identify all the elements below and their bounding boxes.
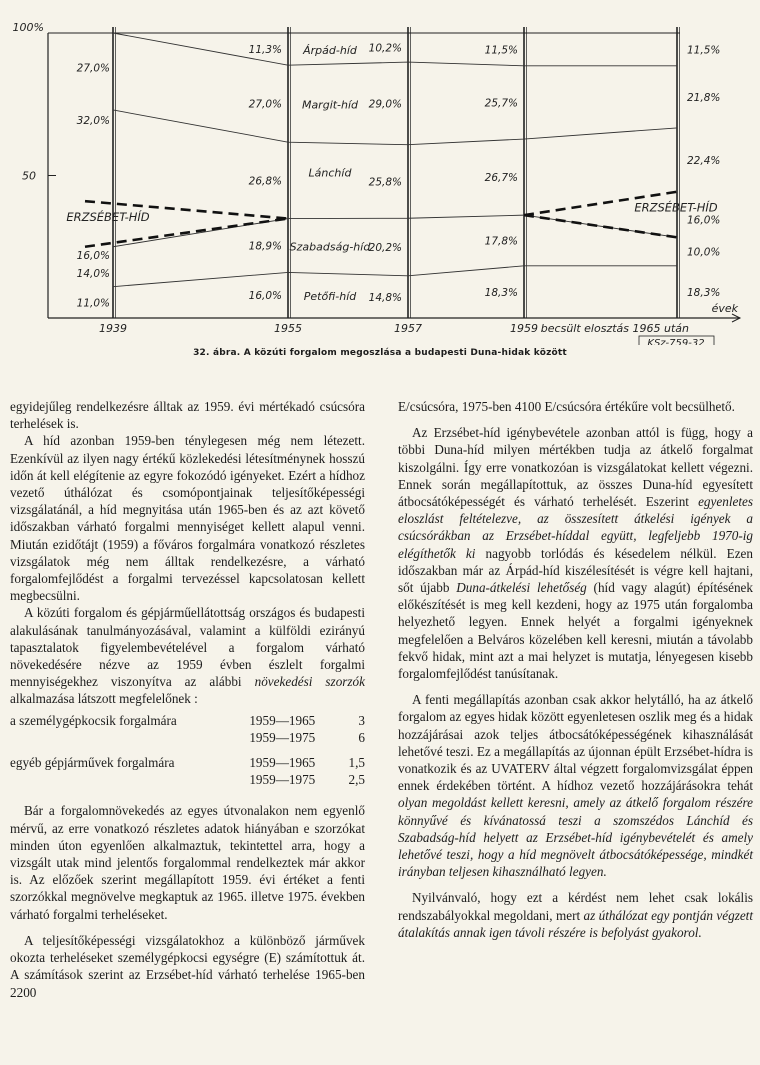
pct-label-1957: 25,8% <box>368 176 402 189</box>
pct-label-1959: 26,7% <box>484 172 518 185</box>
bridge-traffic-chart <box>0 0 760 345</box>
paragraph: A teljesítőképességi vizsgálatokhoz a különböző járművek okozta terheléseket személygépkocsi egységre (E) számítottuk át. A számítások szerint az Erzsébet-híd várható terhelése 1965-ben 2200 <box>10 932 365 1000</box>
growth-factor-table <box>10 712 365 789</box>
bridge-label: Árpád-híd <box>303 44 357 58</box>
pct-label-1957: 29,0% <box>368 98 402 111</box>
pct-label-1955: 18,9% <box>248 240 282 253</box>
pct-label-1939: 14,0% <box>76 267 110 280</box>
paragraph: E/csúcsóra, 1975-ben 4100 E/csúcsóra értékűre volt becsülhető. <box>398 399 735 414</box>
pct-label-1959: 18,3% <box>484 286 518 299</box>
bridge-label: ERZSÉBET-HÍD <box>634 200 718 215</box>
emphasis: egyenletes eloszlást feltételezve, az összesített átkelési igények a csúcsórákban az Erzsébet-híddal együtt, legfeljebb 1970-ig elégíthetők ki <box>398 494 753 561</box>
boundary-petofi-szabadsag <box>113 266 677 287</box>
chart-frame <box>48 27 740 322</box>
pct-label-1955: 11,3% <box>248 44 282 57</box>
emphasis: az úthálózat egy pontján végzett átalakítás annak igen távoli részére is befolyást gyakorol. <box>398 907 754 940</box>
table-row: egyéb gépjárművek forgalmára 1959—1965 1,5 <box>10 755 365 771</box>
table-row: 1959—1975 6 <box>249 729 365 745</box>
figure-caption: 32. ábra. A közúti forgalom megoszlása a budapesti Duna-hidak között <box>193 348 567 358</box>
pct-label-1959: 11,5% <box>484 44 518 57</box>
bridge-label: Szabadság-híd <box>289 240 371 254</box>
boundary-lanchid-margit <box>113 110 677 145</box>
paragraph: A híd azonban 1959-ben ténylegesen még nem létezett. Ezenkívül az ilyen nagy értékű közlekedési létesítménynek hosszú időn át kell elégítenie az egyre fokozódó igényeket. Ezért a hídhoz vezető úthálózat és csomópontjainak teljesítőképességi vizsgálatánál, a híd megnyitása után 1965-ben és az azt követő időszakban várható forgalmi mennyiséget kellett alapul venni. Miután ezidőtájt (1959) a főváros forgalmára vonatkozó részletes vizsgálatok még nem álltak rendelkezésre, a várható forgalomfejlődést a forgalmi tervezéssel kapcsolatosan kellett megbecsülni. <box>10 433 365 604</box>
pct-label-1965: 21,8% <box>687 91 721 104</box>
x-tick-label: 1959 <box>510 322 538 335</box>
erzsebet-hid-dashed-lines <box>85 192 677 247</box>
pct-label-1965: 22,4% <box>687 154 721 167</box>
x-tick-label: 1957 <box>394 322 422 335</box>
paragraph: Bár a forgalomnövekedés az egyes útvonalakon nem egyenlő mérvű, az erre vonatkozó részletes adatok hiányában e szorzókat minden úton egyenlően alkalmaztuk, tekintettel arra, hogy a vizsgált utak mind jelentős forgalommal rendelkeztek már akkor is. Az előzőek szerint megállapított 1959. évi értéket a fenti szorzókkal megnövelve megkaptuk az 1965. illetve 1975. években várható forgalmi terheléseket. <box>10 803 365 922</box>
figure-code: KSz-759-32 <box>647 338 705 345</box>
bridge-label: ERZSÉBET-HÍD <box>66 210 150 225</box>
x-tick-label: 1939 <box>99 322 127 335</box>
pct-label-1965: 10,0% <box>687 246 721 259</box>
emphasis: olyan megoldást kellett keresni, amely az átkelő forgalom részére könnyűvé és kívánatossá teszi a szomszédos Lánchíd és Szabadság-híd helyett az Erzsébet-híd igénybevételét és amely lehetővé teszi, hogy a híd megnövelt átbocsátóképessége, mindkét irányban teljesen kihasználható legyen. <box>398 795 753 880</box>
pct-label-1939: 32,0% <box>76 115 110 128</box>
pct-label-1939: 11,0% <box>76 297 110 310</box>
bridge-label: Petőfi-híd <box>303 290 357 304</box>
chart-labels <box>13 21 739 345</box>
pct-label-1957: 10,2% <box>368 42 402 55</box>
x-tick-label: becsült elosztás 1965 után <box>540 322 689 335</box>
x-axis-label: évek <box>711 302 738 315</box>
paragraph: Az Erzsébet-híd igénybevétele azonban attól is függ, hogy a többi Duna-híd milyen mértékben tudja az átkelő forgalmat kiszolgálni. Így erre vonatkozóan is vizsgálatokat kellett végezni. Ennek során megállapítottuk, az összes Duna-híd egyesített átbocsátóképességét és várható terhelését. Eszerint egyenletes eloszlást feltételezve, az összesített átkelési igények a csúcsórákban az Erzsébet-híddal együtt, legfeljebb 1970-ig elégíthetők ki nagyobb torlódás és késedelem nélkül. Ezen időszakban már az Árpád-híd kiszélesítését is végre kell hajtani, sőt újabb Duna-átkelési lehetőség (híd vagy alagút) építésének előkészítését is meg kell kezdeni, hogy az 1975 után forgalomba helyezhető legyen. Ennek helyét a forgalmi igényeknek megfelelően a Belváros közelében kell keresni, miután a távolabb fekvő hidak, mint azt a mai helyzet is mutatja, lényegesen kisebb forgalomfejlődést tanúsítanak. <box>398 425 754 682</box>
paragraph: egyidejűleg rendelkezésre álltak az 1959. évi mértékadó csúcsóra terhelések is. <box>10 399 365 432</box>
paragraph: A közúti forgalom és gépjárműellátottság országos és budapesti alakulásának tanulmányozásával, valamint a külföldi ezirányú tapasztalatok figyelembevételével a forgalom várható növekedésére nézve az 1959 évben észlelt forgalmi mennyiségekhez viszonyítva az alábbi növekedési szorzók alkalmazása látszott megfelelőnek : <box>10 605 365 707</box>
pct-label-1965: 16,0% <box>687 214 721 227</box>
y-top-label: 100% <box>12 21 44 34</box>
pct-label-1939: 27,0% <box>76 62 110 75</box>
emphasis: Duna-átkelési lehetőség <box>456 580 587 596</box>
pct-label-1965: 11,5% <box>687 44 721 57</box>
bridge-label: Lánchíd <box>308 166 352 180</box>
pct-label-1939: 16,0% <box>76 249 110 262</box>
paragraph: Nyilvánvaló, hogy ezt a kérdést nem lehet csak lokális rendszabályokkal megoldani, mert az úthálózat egy pontján végzett átalakítás annak igen távoli részére is befolyást gyakorol. <box>398 890 754 940</box>
pct-label-1955: 26,8% <box>248 175 282 188</box>
text-column-right <box>398 398 753 941</box>
emphasis: növekedési szorzók <box>254 674 365 690</box>
table-row: a személygépkocsik forgalmára 1959—1965 3 <box>10 712 365 728</box>
y-mid-label: 50 <box>22 169 36 183</box>
bridge-label: Margit-híd <box>301 98 359 112</box>
paragraph: A fenti megállapítás azonban csak akkor helytálló, ha az átkelő forgalom az egyes hidak között egyenletesen oszlik meg és a hidak hozzájárásai azok teljes átbocsátóképességének kihasználását lehetővé teszi. Ez a megállapítás az újonnan épült Erzsébet-hídra is vonatkozik és az UVATERV által végzett forgalomvizsgálat éppen ennek érdekében történt. A hídhoz vezető hozzájárásokra tehát olyan megoldást kellett keresni, amely az átkelő forgalom részére könnyűvé és kívánatossá teszi a szomszédos Lánchíd és Szabadság-híd helyett az Erzsébet-híd igénybevételét és amely lehetővé teszi, hogy a híd megnövelt átbocsátóképessége, mindkét irányban teljesen kihasználható legyen. <box>398 692 753 880</box>
pct-label-1957: 14,8% <box>368 291 402 304</box>
pct-label-1955: 16,0% <box>248 290 282 303</box>
pct-label-1955: 27,0% <box>248 98 282 111</box>
table-row: 1959—1975 2,5 <box>249 772 365 788</box>
pct-label-1959: 17,8% <box>484 235 518 248</box>
text-column-left <box>10 398 365 1001</box>
pct-label-1957: 20,2% <box>368 242 402 255</box>
pct-label-1959: 25,7% <box>484 97 518 110</box>
pct-label-1965: 18,3% <box>687 286 721 299</box>
x-tick-label: 1955 <box>274 322 302 335</box>
